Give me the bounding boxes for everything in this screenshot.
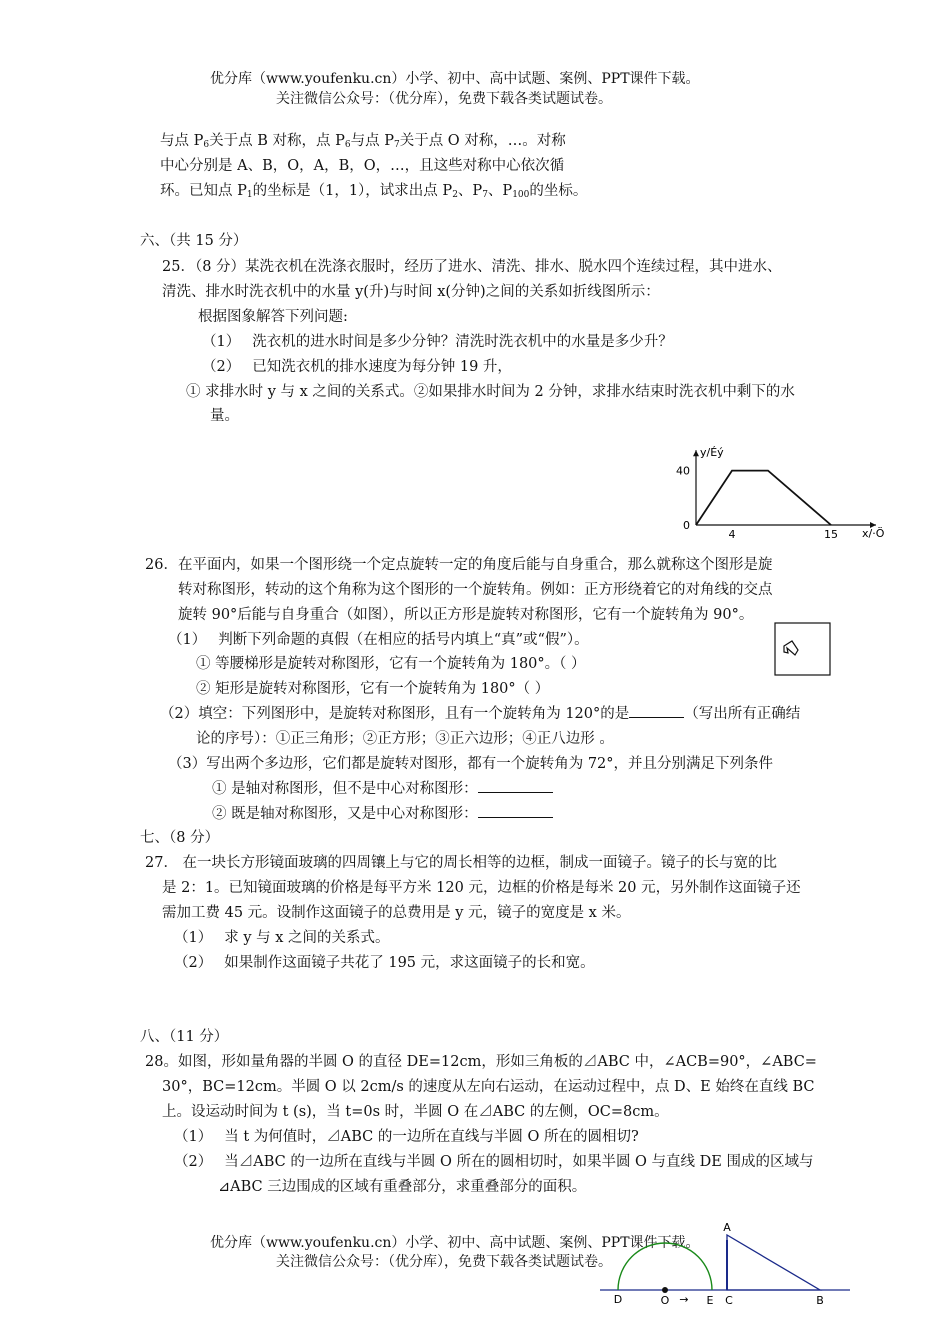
header-line-1: 优分库（www.youfenku.cn）小学、初中、高中试题、案例、PPT课件下载。 bbox=[210, 71, 700, 87]
q27-line-3: 需加工费 45 元。设制作这面镜子的总费用是 y 元，镜子的宽度是 x 米。 bbox=[162, 905, 631, 921]
x-tick-15: 15 bbox=[824, 528, 838, 541]
q26-part-3: （3）写出两个多边形，它们都是旋转对图形，都有一个旋转角为 72°，并且分别满足下列条件 bbox=[168, 756, 774, 772]
q26-3b-blank[interactable] bbox=[478, 803, 553, 818]
q28-line-3: 上。设运动时间为 t (s)，当 t=0s 时，半圆 O 在⊿ABC 的左侧，OC=8cm。 bbox=[162, 1104, 669, 1120]
q28-item-2: （2） 当⊿ABC 的一边所在直线与半圆 O 所在的圆相切时，如果半圆 O 与直线 DE 围成的区域与 bbox=[174, 1154, 814, 1170]
q26-3a-blank[interactable] bbox=[478, 778, 553, 793]
q25-item-3: ① 求排水时 y 与 x 之间的关系式。②如果排水时间为 2 分钟，求排水结束时洗衣机中剩下的水 bbox=[186, 384, 795, 400]
q26-part-1b: ② 矩形是旋转对称图形，它有一个旋转角为 180°（ ） bbox=[196, 681, 550, 697]
triangle-abc bbox=[727, 1235, 820, 1290]
q25-item-1: （1） 洗衣机的进水时间是多少分钟？清洗时洗衣机中的水量是多少升？ bbox=[202, 334, 673, 350]
center-o-point bbox=[662, 1287, 668, 1293]
x-axis-label: x/·Ö bbox=[862, 527, 885, 540]
water-volume-chart bbox=[670, 405, 885, 545]
q26-part-2-cont: 论的序号）：①正三角形；②正方形；③正六边形；④正八边形 。 bbox=[196, 731, 614, 747]
footer-line-1: 优分库（www.youfenku.cn）小学、初中、高中试题、案例、PPT课件下载。 bbox=[210, 1235, 700, 1251]
series-line bbox=[696, 471, 831, 525]
q25-line-1: 25．（8 分）某洗衣机在洗涤衣服时，经历了进水、清洗、排水、脱水四个连续过程，其中进水、 bbox=[162, 259, 782, 275]
q25-line-3: 根据图象解答下列问题: bbox=[198, 309, 348, 325]
q25-item-3-tail: 量。 bbox=[210, 408, 239, 424]
y-tick-40: 40 bbox=[676, 464, 690, 478]
q26-part-1: （1） 判断下列命题的真假（在相应的括号内填上“真”或“假”）。 bbox=[168, 632, 589, 648]
q26-line-3: 旋转 90°后能与自身重合（如图），所以正方形是旋转对称图形，它有一个旋转角为 90°。 bbox=[178, 607, 754, 623]
q26-part-1a: ① 等腰梯形是旋转对称图形，它有一个旋转角为 180°。（ ） bbox=[196, 656, 586, 672]
x-tick-4: 4 bbox=[728, 528, 736, 541]
label-a: A bbox=[723, 1221, 731, 1234]
q24-line-1: 与点 $P_6$关于点 B 对称，点 $P_6$与点 $P_7$关于点 O 对称，…。对称 bbox=[160, 133, 566, 150]
label-o: O bbox=[660, 1294, 670, 1307]
y-tick-0: 0 bbox=[683, 519, 690, 532]
q26-line-1: 26．在平面内，如果一个图形绕一个定点旋转一定的角度后能与自身重合，那么就称这个图形是旋 bbox=[145, 557, 773, 573]
q28-semicircle-triangle-figure bbox=[598, 1218, 858, 1310]
label-d: D bbox=[613, 1293, 623, 1306]
q26-line-2: 转对称图形，转动的这个角称为这个图形的一个旋转角。例如：正方形绕着它的对角线的交点 bbox=[178, 582, 773, 598]
section-7-heading: 七、（8 分） bbox=[140, 830, 220, 846]
y-axis-arrow-icon bbox=[693, 450, 699, 456]
arrow-right-icon: → bbox=[679, 1293, 689, 1306]
q27-line-1: 27． 在一块长方形镜面玻璃的四周镶上与它的周长相等的边框，制成一面镜子。镜子的长与宽的比 bbox=[145, 855, 778, 871]
q26-part-2: （2）填空：下列图形中，是旋转对称图形，且有一个旋转角为 120°的是 （写出所有正确结 bbox=[160, 702, 800, 723]
q28-line-1: 28。如图，形如量角器的半圆 O 的直径 DE=12cm，形如三角板的⊿ABC 中，∠ACB=90°，∠ABC= bbox=[145, 1054, 817, 1070]
q26-part-3a: ① 是轴对称图形，但不是中心对称图形： bbox=[212, 777, 553, 798]
q26-answer-blank[interactable] bbox=[629, 703, 684, 718]
rotation-arrow-icon bbox=[784, 641, 798, 655]
q26-part-3b: ② 既是轴对称图形，又是中心对称图形： bbox=[212, 802, 553, 823]
section-8-heading: 八、（11 分） bbox=[140, 1029, 229, 1045]
semicircle-o bbox=[618, 1243, 712, 1290]
footer-line-2: 关注微信公众号：（优分库），免费下载各类试题试卷。 bbox=[276, 1254, 612, 1270]
q27-item-1: （1） 求 y 与 x 之间的关系式。 bbox=[174, 930, 390, 946]
header-line-2: 关注微信公众号：（优分库），免费下载各类试题试卷。 bbox=[276, 91, 612, 107]
label-c: C bbox=[725, 1294, 733, 1307]
label-e: E bbox=[706, 1294, 714, 1307]
q27-item-2: （2） 如果制作这面镜子共花了 195 元，求这面镜子的长和宽。 bbox=[174, 955, 595, 971]
square-rotation-figure bbox=[774, 622, 832, 678]
q28-item-1: （1） 当 t 为何值时，⊿ABC 的一边所在直线与半圆 O 所在的圆相切? bbox=[174, 1129, 639, 1145]
label-b: B bbox=[816, 1294, 824, 1307]
q25-item-2: （2） 已知洗衣机的排水速度为每分钟 19 升， bbox=[202, 359, 512, 375]
q24-line-2: 中心分别是 A、B，O，A，B，O，…，且这些对称中心依次循 bbox=[160, 158, 565, 174]
y-axis-label: y/Éý bbox=[700, 446, 724, 460]
q25-line-2: 清洗、排水时洗衣机中的水量 y(升)与时间 x(分钟)之间的关系如折线图所示： bbox=[162, 284, 660, 300]
q27-line-2: 是 2：1。已知镜面玻璃的价格是每平方米 120 元，边框的价格是每米 20 元，另外制作这面镜子还 bbox=[162, 880, 801, 896]
q28-line-2: 30°，BC=12cm。半圆 O 以 2cm/s 的速度从左向右运动，在运动过程中，点 D、E 始终在直线 BC bbox=[162, 1079, 815, 1095]
q28-item-2-cont: ⊿ABC 三边围成的区域有重叠部分，求重叠部分的面积。 bbox=[218, 1179, 587, 1195]
section-6-heading: 六、（共 15 分） bbox=[140, 233, 248, 249]
q24-line-3: 环。已知点 $P_1$的坐标是（1，1），试求出点 $P_2$、$P_7$、$P_{100}$的坐标。 bbox=[160, 183, 588, 200]
